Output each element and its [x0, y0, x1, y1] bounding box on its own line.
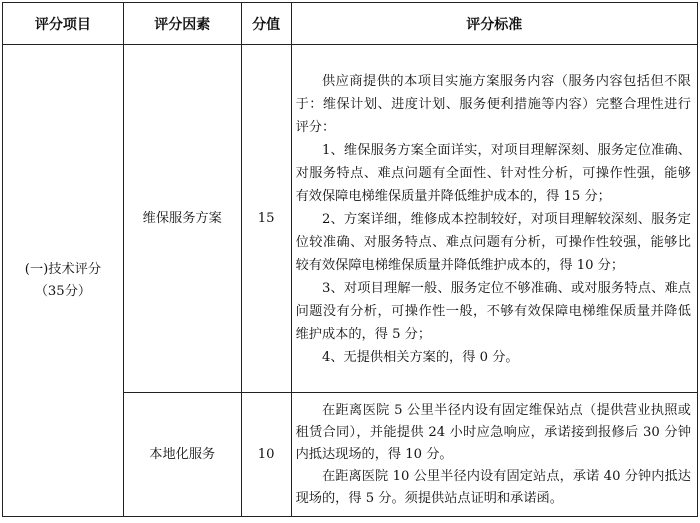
table-row: [3, 45, 698, 393]
header-row: [3, 3, 698, 45]
factor-cell: 维保服务方案: [123, 45, 241, 393]
criteria-cell: [291, 393, 697, 517]
score-cell: 10: [241, 393, 291, 517]
header-score: 分值: [241, 3, 291, 45]
section-total: （35分）: [34, 283, 92, 299]
score-cell: 15: [241, 45, 291, 393]
section-name: (一)技术评分: [24, 261, 102, 277]
factor-cell: 本地化服务: [123, 393, 241, 517]
header-criteria: 评分标准: [291, 3, 697, 45]
header-item: 评分项目: [3, 3, 124, 45]
section-cell: [3, 45, 124, 517]
criteria-item: 2、方案详细，维修成本控制较好，对项目理解较深刻、服务定位较准确、对服务特点、难点问题有分析，可操作性较强，能够比较有效保障电梯维保质量并降低维护成本的，得 10 分；: [295, 211, 691, 273]
scoring-table: [2, 2, 698, 517]
criteria-item: 1、维保服务方案全面详实，对项目理解深刻、服务定位准确、对服务特点、难点问题有全面性、针对性分析，可操作性强，能够有效保障电梯维保质量并降低维护成本的，得 15 分；: [295, 142, 691, 204]
criteria-item: 在距离医院 5 公里半径内设有固定维保站点（提供营业执照或租赁合同），并能提供 24 小时应急响应，承诺接到报修后 30 分钟内抵达现场的，得 10 分。: [295, 403, 691, 462]
criteria-item: 4、无提供相关方案的，得 0 分。: [321, 349, 519, 365]
criteria-item: 3、对项目理解一般、服务定位不够准确、或对服务特点、难点问题没有分析，可操作性一般，不够有效保障电梯维保质量并降低维护成本的，得 5 分；: [295, 280, 691, 342]
criteria-item: 在距离医院 10 公里半径内设有固定站点，承诺 40 分钟内抵达现场的，得 5 分。须提供站点证明和承诺函。: [295, 469, 691, 506]
header-factor: 评分因素: [123, 3, 241, 45]
criteria-cell: [291, 45, 697, 393]
criteria-intro: 供应商提供的本项目实施方案服务内容（服务内容包括但不限于：维保计划、进度计划、服务便利措施等内容）完整合理性进行评分：: [295, 73, 691, 135]
